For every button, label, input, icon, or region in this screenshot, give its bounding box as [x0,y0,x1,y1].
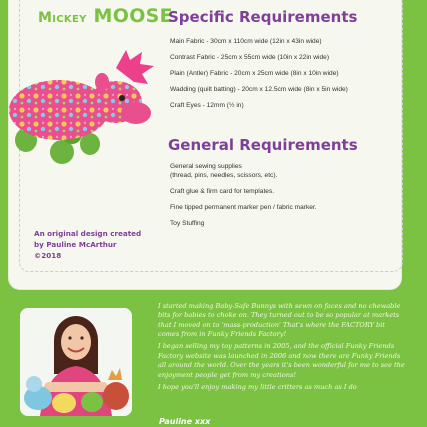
credit-line: ©2018 [34,250,62,260]
title-second-word: MOOSE [93,5,173,27]
credit-line: by Pauline McArthur [34,239,117,249]
general-item: Craft glue & firm card for templates. [170,188,275,195]
specific-item: Craft Eyes - 12mm (½ in) [170,102,244,109]
specific-item: Contrast Fabric - 25cm x 55cm wide (10in x 22in wide) [170,54,330,61]
specific-requirements-heading: Specific Requirements [168,8,358,26]
general-item: General sewing supplies [170,163,242,170]
credit-line: An original design created [34,229,142,238]
general-item: Toy Stuffing [170,220,205,227]
designer-bio [158,302,405,395]
general-requirements-heading: General Requirements [168,136,358,154]
bio-paragraph: I started making Baby-Safe Bunnys with sewn on faces and no chewable bits for babies to choke on. They turned out to be so popular at markets that I moved on to 'mass-production' That's where the FACTORY bit comes from in Funky Friends Factory! [158,302,401,339]
general-item: Fine tipped permanent marker pen / fabric marker. [170,204,317,211]
moose-toy-image [4,36,164,176]
bio-paragraph: I hope you'll enjoy making my little critters as much as I do [158,382,357,391]
pattern-title [38,5,173,27]
specific-item: Main Fabric - 30cm x 110cm wide (12in x 43in wide) [170,38,322,45]
design-credit [34,229,154,261]
designer-photo [20,308,132,416]
signature: Pauline xxx [159,417,211,426]
specific-item: Plain (Antler) Fabric - 20cm x 25cm wide (8in x 10in wide) [170,70,339,77]
bio-paragraph: I began selling my toy patterns in 2005, and the official Funky Friends Factory website was launched in 2006 and now there are Funky Friends all around the world. Over the years it's been wonderful for me to see the enjoyment people get from my creations! [158,342,405,379]
title-first-word: Mickey [38,10,87,26]
general-item: (thread, pins, needles, scissors, etc). [170,172,278,179]
moose-toy-illustration [4,36,164,176]
specific-item: Wadding (quilt batting) - 20cm x 12.5cm wide (8in x 5in wide) [170,86,348,93]
designer-with-toys-illustration [20,308,132,416]
